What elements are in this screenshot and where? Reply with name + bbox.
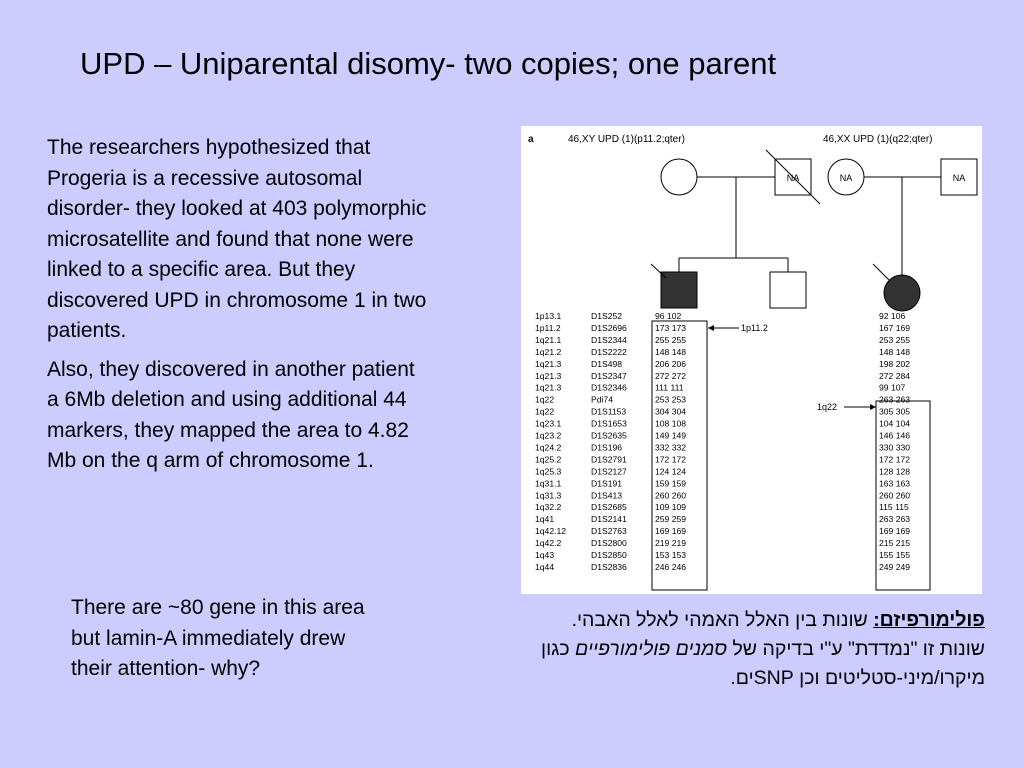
- right-proband-symbol: [884, 275, 920, 311]
- marker-label: D1S191: [591, 478, 623, 489]
- marker-label: D1S2836: [591, 561, 627, 572]
- right-genotype: 305 305: [879, 406, 911, 417]
- marker-label: D1S2141: [591, 514, 627, 525]
- band-label: 1q25.2: [535, 454, 562, 465]
- left-genotype: 260 260: [655, 490, 687, 501]
- marker-label: Pdi74: [591, 394, 613, 405]
- marker-label: D1S2696: [591, 322, 627, 333]
- left-genotype: 272 272: [655, 370, 687, 381]
- left-sibling-symbol: [770, 272, 806, 308]
- marker-label: D1S413: [591, 490, 623, 501]
- right-mother-na: NA: [839, 173, 853, 183]
- pedigree-figure: [521, 126, 982, 594]
- left-father-na: NA: [786, 173, 800, 183]
- right-genotype: 128 128: [879, 466, 911, 477]
- hebrew-italic: סמנים פולימורפיים: [575, 638, 728, 660]
- left-genotype: 153 153: [655, 550, 687, 560]
- right-genotype: 215 215: [879, 538, 911, 548]
- right-genotype: 260 260: [879, 490, 911, 501]
- marker-label: D1S2685: [591, 502, 627, 513]
- left-genotype: 108 108: [655, 418, 687, 429]
- left-genotype: 148 148: [655, 346, 687, 357]
- right-proband-arrow: [873, 264, 889, 280]
- left-genotype: 253 253: [655, 394, 687, 405]
- marker-label: D1S1653: [591, 418, 627, 429]
- marker-label: D1S2346: [591, 382, 627, 393]
- band-label: 1p11.2: [535, 322, 561, 333]
- hebrew-text-1: שונות בין האלל האמהי לאלל האבהי. שונות זו "נמדדת" ע"י בדיקה של: [571, 609, 985, 660]
- marker-label: D1S2791: [591, 454, 627, 465]
- band-label: 1q42.2: [535, 538, 562, 548]
- left-breakpoint-label: 1p11.2: [741, 323, 768, 333]
- band-label: 1q23.1: [535, 418, 562, 429]
- left-genotype: 111 111: [655, 382, 684, 393]
- left-genotype: 109 109: [655, 502, 687, 513]
- band-label: 1q32.2: [535, 502, 562, 513]
- right-genotype: 104 104: [879, 418, 911, 429]
- right-genotype: 330 330: [879, 442, 911, 453]
- band-label: 1q21.3: [535, 382, 562, 393]
- right-genotype: 146 146: [879, 430, 911, 441]
- left-genotype: 259 259: [655, 514, 687, 525]
- marker-label: D1S2222: [591, 346, 627, 357]
- right-family-title: 46,XX UPD (1)(q22;qter): [823, 134, 933, 145]
- marker-label: D1S196: [591, 442, 623, 453]
- right-genotype: 172 172: [879, 454, 911, 465]
- right-genotype: 263 263: [879, 394, 911, 405]
- band-label: 1q42.12: [535, 526, 567, 537]
- left-genotype: 246 246: [655, 561, 687, 572]
- left-genotype: 159 159: [655, 478, 687, 489]
- left-genotype: 206 206: [655, 358, 687, 369]
- band-label: 1q44: [535, 561, 555, 572]
- right-breakpoint-label: 1q22: [817, 402, 838, 412]
- right-genotype: 163 163: [879, 478, 911, 489]
- left-genotype: 173 173: [655, 322, 687, 333]
- right-arrowhead: [870, 404, 876, 410]
- right-genotype: 148 148: [879, 346, 911, 357]
- panel-label: a: [528, 134, 534, 145]
- band-label: 1q24.2: [535, 442, 562, 453]
- band-label: 1q21.1: [535, 334, 562, 345]
- marker-label: D1S2127: [591, 466, 627, 477]
- left-genotype: 304 304: [655, 406, 687, 417]
- left-mother-symbol: [661, 159, 697, 195]
- paragraph-deletion: Also, they discovered in another patient a 6Mb deletion and using additional 44 markers, they mapped the area to 4.82 Mb on the q arm of chromosome 1.: [47, 357, 415, 472]
- right-genotype: 155 155: [879, 550, 911, 560]
- right-genotype: 92 106: [879, 311, 906, 321]
- marker-rows: [535, 311, 910, 572]
- pedigree-svg: [521, 126, 982, 594]
- left-genotype: 332 332: [655, 442, 687, 453]
- left-family-title: 46,XY UPD (1)(p11.2;qter): [568, 134, 685, 145]
- right-genotype: 169 169: [879, 526, 911, 537]
- right-genotype: 115 115: [879, 502, 909, 513]
- left-proband-arrow: [651, 264, 666, 278]
- band-label: 1q43: [535, 550, 555, 560]
- hebrew-definition: [540, 606, 985, 693]
- band-label: 1q21.3: [535, 358, 562, 369]
- left-genotype: 124 124: [655, 466, 687, 477]
- left-genotype: 96 102: [655, 311, 682, 321]
- right-genotype: 198 202: [879, 358, 911, 369]
- slide-title: UPD – Uniparental disomy- two copies; one parent: [80, 46, 777, 81]
- left-genotype: 149 149: [655, 430, 687, 441]
- right-genotype: 167 169: [879, 322, 911, 333]
- hebrew-term: פולימורפיזם:: [873, 609, 985, 631]
- marker-label: D1S1153: [591, 406, 627, 417]
- marker-label: D1S2347: [591, 370, 627, 381]
- band-label: 1p13.1: [535, 311, 562, 321]
- marker-label: D1S2850: [591, 550, 627, 560]
- right-genotype: 263 263: [879, 514, 911, 525]
- band-label: 1q23.2: [535, 430, 562, 441]
- marker-label: D1S2635: [591, 430, 627, 441]
- left-arrowhead: [708, 325, 714, 331]
- right-genotype: 272 284: [879, 370, 911, 381]
- right-genotype: 99 107: [879, 382, 906, 393]
- marker-label: D1S498: [591, 358, 623, 369]
- body-text: [47, 133, 427, 485]
- band-label: 1q22: [535, 394, 555, 405]
- paragraph-hypothesis: The researchers hypothesized that Progeria is a recessive autosomal disorder- they looked at 403 polymorphic microsatellite and found that none were linked to a specific area. But they discovered UPD in chromosome 1 in two patients.: [47, 136, 427, 342]
- right-genotype: 253 255: [879, 334, 911, 345]
- band-label: 1q21.3: [535, 370, 562, 381]
- left-genotype: 219 219: [655, 538, 687, 548]
- left-genotype: 169 169: [655, 526, 687, 537]
- marker-label: D1S2763: [591, 526, 627, 537]
- hebrew-text-2: כגון מיקרו/מיני-סטליטים וכן SNPים.: [541, 638, 985, 689]
- left-genotype: 172 172: [655, 454, 687, 465]
- marker-label: D1S2800: [591, 538, 627, 548]
- band-label: 1q31.3: [535, 490, 562, 501]
- marker-label: D1S2344: [591, 334, 627, 345]
- right-genotype: 249 249: [879, 561, 911, 572]
- band-label: 1q22: [535, 406, 555, 417]
- band-label: 1q31.1: [535, 478, 562, 489]
- question-text: There are ~80 gene in this area but lamin-A immediately drew their attention- why?: [71, 596, 365, 680]
- band-label: 1q25.3: [535, 466, 562, 477]
- band-label: 1q41: [535, 514, 555, 525]
- left-genotype: 255 255: [655, 334, 687, 345]
- left-proband-symbol: [661, 272, 697, 308]
- right-father-na: NA: [952, 173, 966, 183]
- band-label: 1q21.2: [535, 346, 562, 357]
- marker-label: D1S252: [591, 311, 623, 321]
